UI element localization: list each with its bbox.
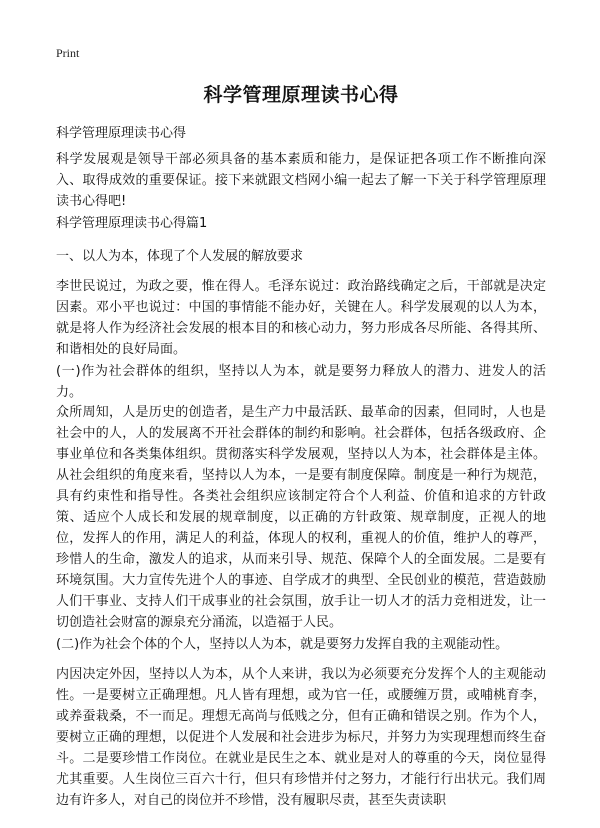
body-paragraph-1: 李世民说过，为政之要，惟在得人。毛泽东说过：政治路线确定之后，干部就是决定因素。邓小平也说过：中国的事情能不能办好，关键在人。科学发展观的以人为本，就是将人作为经济社会发展的根本目的和核心动力，努力形成各尽所能、各得其所、和谐相处的良好局面。 bbox=[56, 279, 546, 357]
intro-paragraph: 科学发展观是领导干部必须具备的基本素质和能力，是保证把各项工作不断推向深入、取得成效的重要保证。接下来就跟文档网小编一起去了解一下关于科学管理原理读书心得吧! bbox=[56, 152, 546, 209]
body-paragraph-2: 众所周知，人是历史的创造者，是生产力中最活跃、最革命的因素，但同时，人也是社会中的人，人的发展离不开社会群体的制约和影响。社会群体，包括各级政府、企事业单位和各类集体组织。贯彻落实科学发展观，坚持以人为本，社会群体是主体。从社会组织的角度来看，坚持以人为本，一是要有制度保障。制度是一种行为规范，具有约束性和指导性。各类社会组织应该制定符合个人利益、价值和追求的方针政策、适应个人成长和发展的规章制度，以正确的方针政策、规章制度，正视人的地位，发挥人的作用，满足人的利益，体现人的权利，重视人的价值，维护人的尊严，珍惜人的生命，激发人的追求，从而来引导、规范、保障个人的全面发展。二是要有环境氛围。大力宣传先进个人的事迹、自学成才的典型、全民创业的模范，营造鼓励人们干事业、支持人们干成事业的社会氛围，放手让一切人才的活力竞相迸发，让一切创造社会财富的源泉充分涌流，以造福于人民。 bbox=[56, 405, 546, 630]
subheading-2: (二)作为社会个体的个人，坚持以人为本，就是要努力发挥自我的主观能动性。 bbox=[56, 637, 509, 652]
body-paragraph-3: 内因决定外因，坚持以人为本，从个人来讲，我以为必须要充分发挥个人的主观能动性。一是要树立正确理想。凡人皆有理想，或为官一任，或腰缠万贯，或哺桃育李，或养蚕栽桑，不一而足。理想无高尚与低贱之分，但有正确和错误之别。作为个人，要树立正确的理想，以促进个人发展和社会进步为标尺，并努力为实现理想而终生奋斗。二是要珍惜工作岗位。在就业是民生之本、就业是对人的尊重的今天，岗位显得尤其重要。人生岗位三百六十行，但只有珍惜并付之努力，才能行行出状元。我们周边有许多人，对自己的岗位并不珍惜，没有履职尽责，甚至失责读职 bbox=[56, 667, 546, 808]
section-title: 科学管理原理读书心得篇1 bbox=[56, 216, 208, 231]
page-title: 科学管理原理读书心得 bbox=[203, 84, 399, 106]
heading-one: 一、以人为本，体现了个人发展的解放要求 bbox=[56, 249, 304, 264]
subheading-1: (一)作为社会群体的组织，坚持以人为本，就是要努力释放人的潜力、进发人的活力。 bbox=[56, 364, 546, 400]
document-subtitle: 科学管理原理读书心得 bbox=[56, 126, 187, 141]
print-label: Print bbox=[56, 46, 80, 60]
